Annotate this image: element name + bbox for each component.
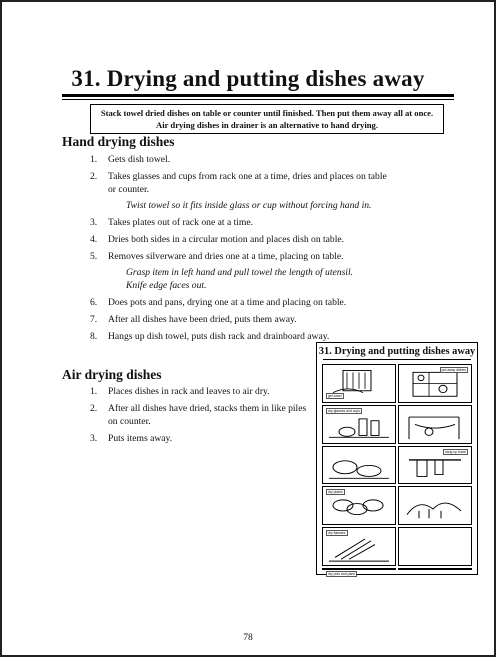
title-rule-thin (62, 99, 454, 100)
chart-cell (322, 486, 396, 525)
step-item (90, 385, 310, 398)
step-item (90, 313, 390, 326)
step-number: 4. (90, 234, 98, 245)
air-drying-heading: Air drying dishes (62, 367, 162, 382)
step-number: 3. (90, 433, 98, 444)
step-number: 8. (90, 331, 98, 342)
step-number: 6. (90, 297, 98, 308)
chart-cell-illustration (399, 528, 471, 565)
chart-cell-tag: put away dishes (441, 368, 466, 372)
chart-grid (322, 364, 472, 576)
step-item (90, 432, 310, 445)
chart-cell-illustration (399, 487, 471, 524)
hand-drying-heading: Hand drying dishes (62, 134, 175, 149)
chart-cell (398, 405, 472, 444)
step-item (90, 296, 390, 309)
step-note-line: Grasp item in left hand and pull towel the length of utensil. (126, 267, 354, 278)
page-title: 31. Drying and putting dishes away (71, 66, 425, 91)
step-text: Takes plates out of rack one at a time. (108, 217, 254, 228)
chart-cell (398, 527, 472, 566)
intro-line-2: Air drying dishes in drainer is an alternative to hand drying. (156, 120, 378, 130)
step-text: Takes glasses and cups from rack one at a time, dries and places on table or counter. (108, 171, 387, 195)
step-number: 7. (90, 314, 98, 325)
step-text: Does pots and pans, drying one at a time and placing on table. (108, 297, 347, 308)
chart-cell-tag: dry glasses and cups (328, 408, 360, 413)
chart-cell-tag: hang up towel (444, 449, 466, 454)
chart-cell (398, 364, 472, 403)
chart-cell-tag: dry pots and pans (328, 571, 355, 576)
step-item (90, 402, 310, 428)
chart-cell-illustration (399, 406, 471, 443)
step-text: Hangs up dish towel, puts dish rack and drainboard away. (108, 331, 330, 342)
chart-cell (398, 568, 472, 570)
step-text: After all dishes have been dried, puts them away. (108, 314, 297, 325)
title-rule-thick (62, 94, 454, 97)
task-chart-thumbnail (316, 342, 478, 575)
chart-title: 31. Drying and putting dishes away (318, 346, 476, 357)
chart-cell (398, 446, 472, 485)
chart-cell (322, 527, 396, 566)
intro-line-1: Stack towel dried dishes on table or counter until finished. Then put them away all at once. (100, 108, 434, 118)
chart-cell (322, 446, 396, 485)
air-drying-steps (90, 385, 310, 449)
chart-cell-tag: dry plates (328, 490, 343, 495)
chart-cell-illustration (323, 447, 395, 484)
step-item (90, 233, 390, 246)
step-item (90, 216, 390, 229)
chart-cell-tag: get towel (328, 393, 342, 398)
intro-box (90, 104, 444, 134)
step-number: 1. (90, 154, 98, 165)
step-item (90, 250, 390, 292)
step-text: Puts items away. (108, 433, 173, 444)
chart-title-rule (323, 359, 471, 360)
step-text: Removes silverware and dries one at a time, placing on table. (108, 251, 344, 262)
step-text: Dries both sides in a circular motion and places dish on table. (108, 234, 345, 245)
chart-cell (322, 568, 396, 576)
step-number: 2. (90, 403, 98, 414)
step-item (90, 170, 390, 212)
step-item (90, 153, 390, 166)
page-number: 78 (243, 632, 253, 643)
step-number: 2. (90, 171, 98, 182)
step-number: 3. (90, 217, 98, 228)
hand-drying-steps (90, 153, 390, 347)
step-text: After all dishes have dried, stacks them in like piles on counter. (108, 403, 307, 427)
chart-cell (322, 405, 396, 444)
step-note (108, 199, 390, 212)
step-text: Places dishes in rack and leaves to air dry. (108, 386, 270, 397)
step-note-line: Twist towel so it fits inside glass or cup without forcing hand in. (126, 200, 372, 211)
chart-cell (398, 486, 472, 525)
chart-cell-tag: dry flatware (328, 531, 346, 536)
step-number: 5. (90, 251, 98, 262)
step-note-line: Knife edge faces out. (126, 280, 207, 291)
chart-cell (322, 364, 396, 403)
step-text: Gets dish towel. (108, 154, 171, 165)
step-number: 1. (90, 386, 98, 397)
step-note (108, 266, 390, 292)
